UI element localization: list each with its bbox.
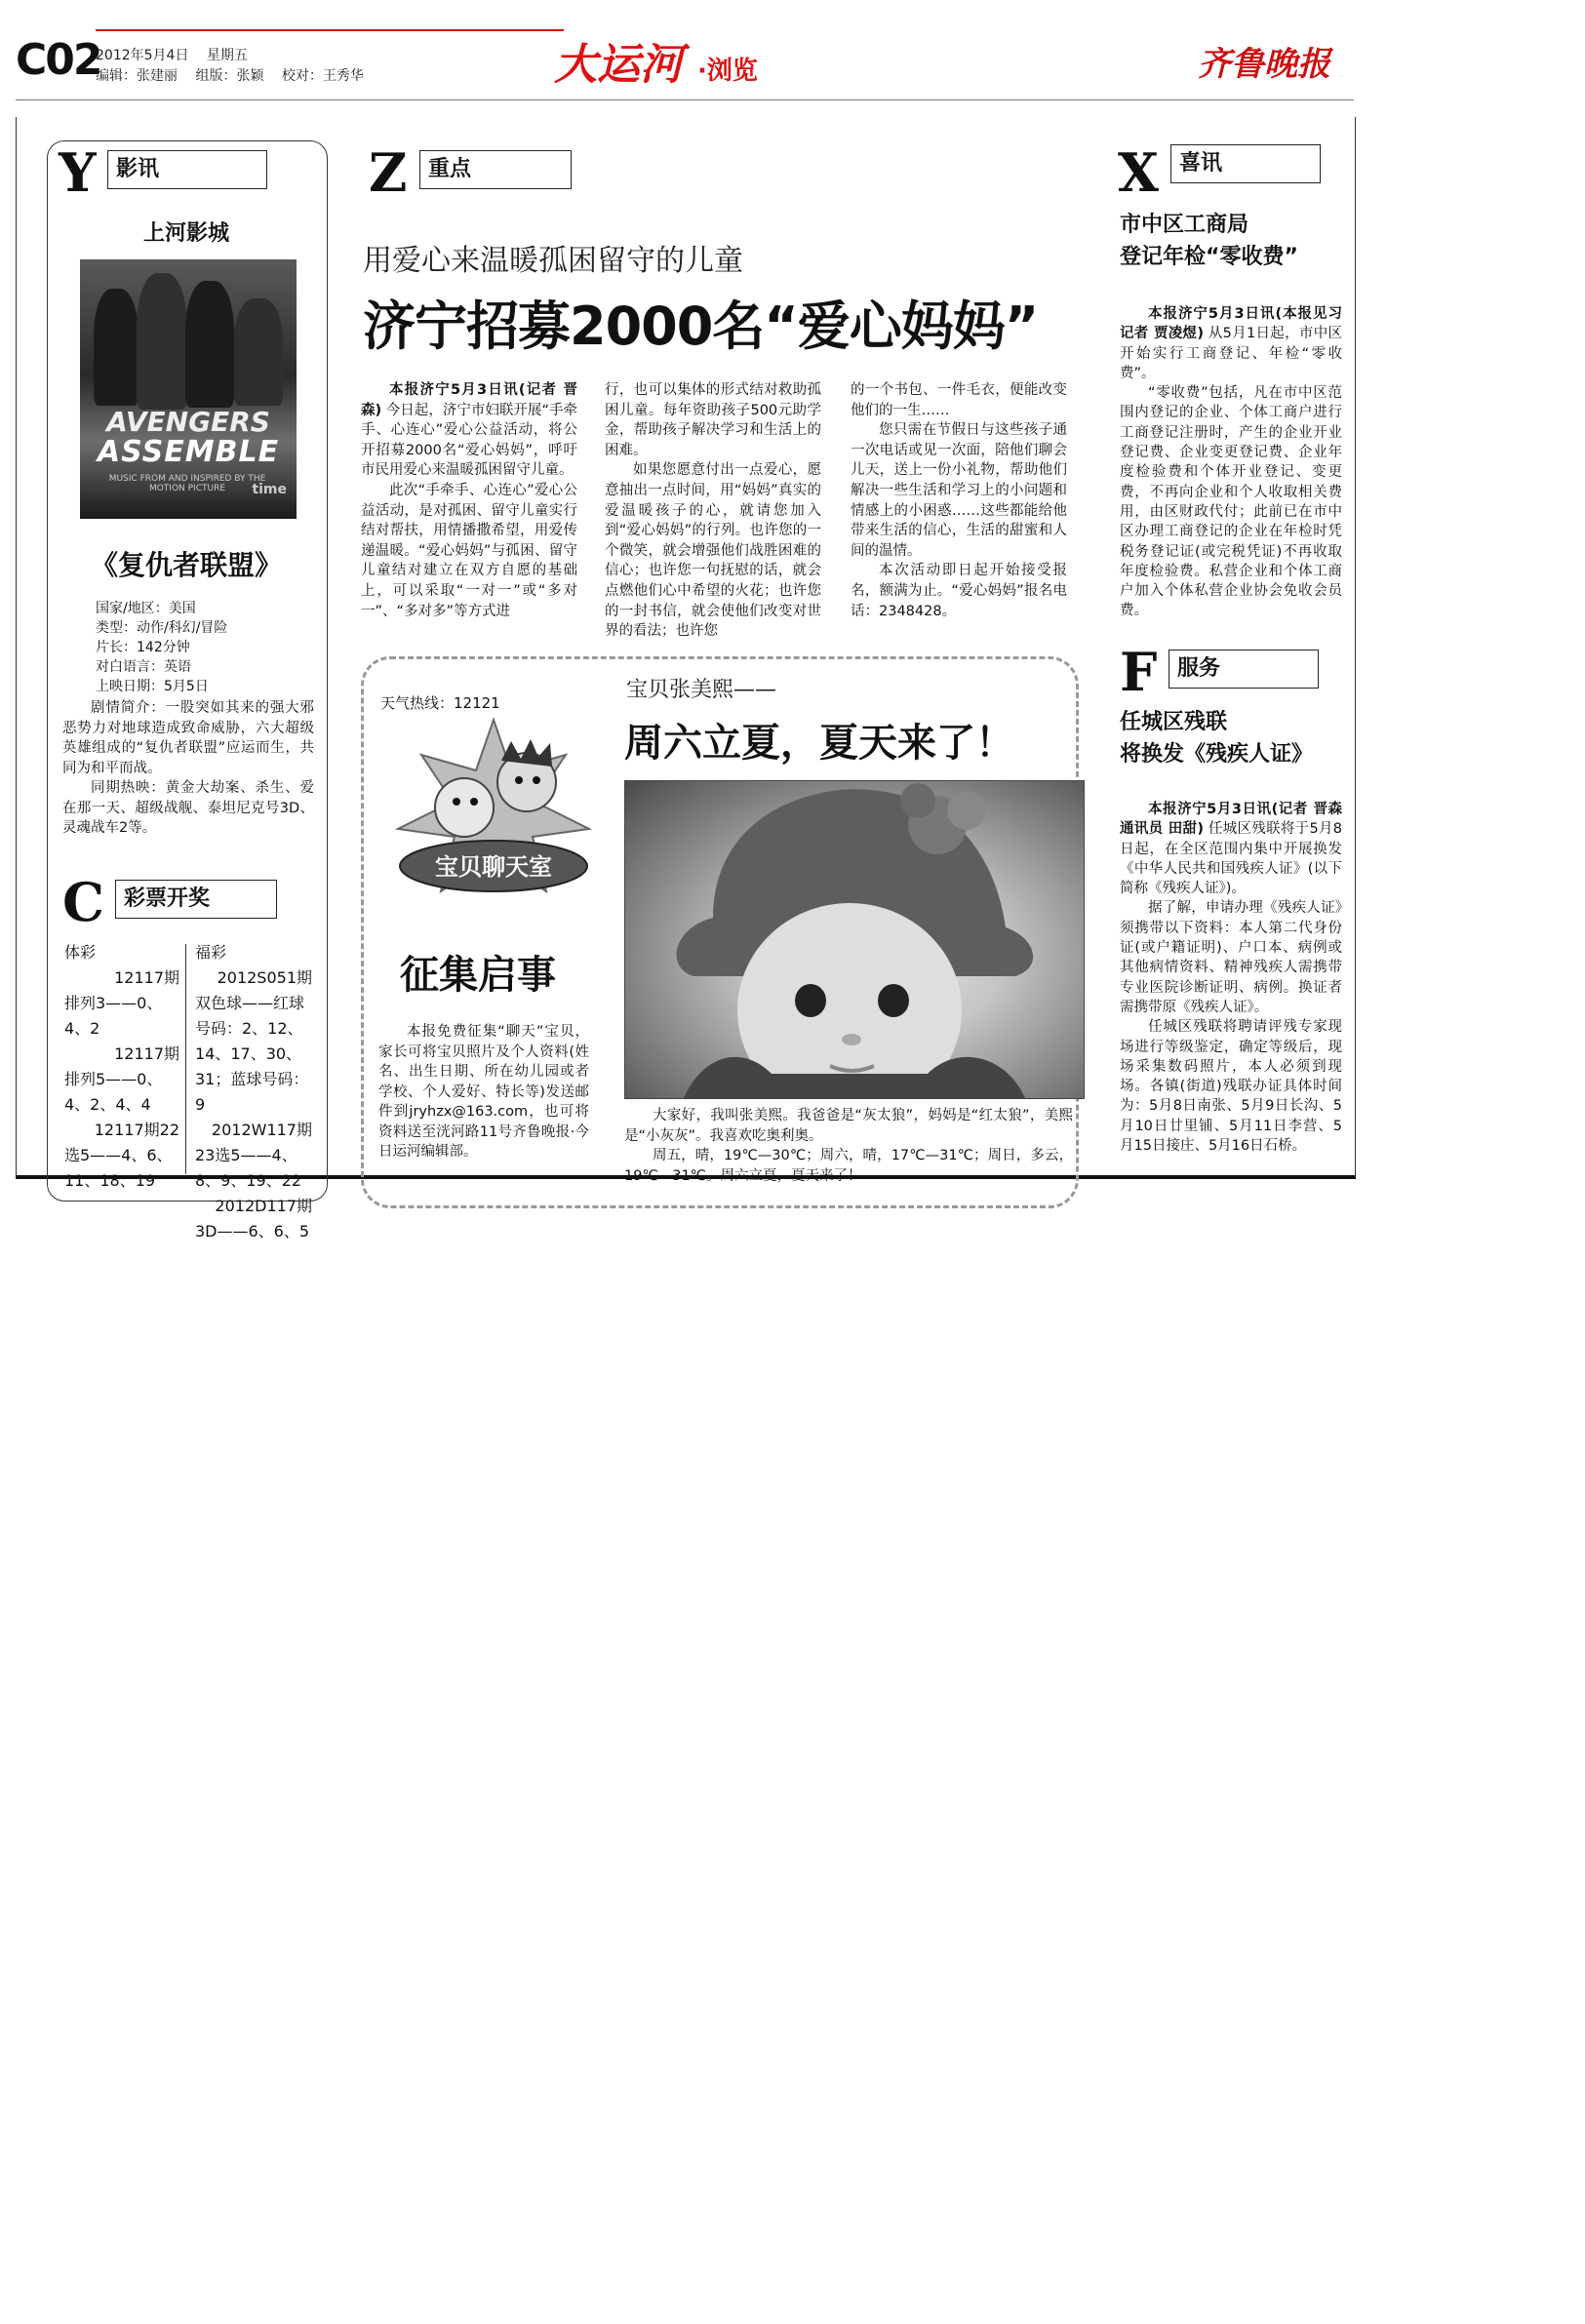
article-paragraph: 如果您愿意付出一点爱心，愿意抽出一点时间，用“妈妈”真实的爱温暖孩子的心，就请您加入到“爱心妈妈”的行列。也许您的一个微笑，就会增强他们战胜困难的信心；也许您一句抚慰的话，就会点燃他们心中希望的火花；也许您的一封书信，就会使他们改变对世界的看法；也许您 xyxy=(605,462,821,640)
section-brand-sub: ·浏览 xyxy=(697,57,758,86)
article-column-1 xyxy=(361,380,577,621)
newspaper-logo: 齐鲁晚报 xyxy=(1198,45,1330,84)
service-section-label: 服务 xyxy=(1169,650,1319,689)
lottery-welfare xyxy=(195,940,312,1244)
notice-text: 本报免费征集“聊天”宝贝，家长可将宝贝照片及个人资料(姓名、出生日期、所在幼儿园或者学校、个人爱好、特长等)发送邮件到jryhzx@163.com，也可将资料送至洸河路11号齐鲁晚报·今日运河编辑部。 xyxy=(378,1024,589,1160)
article-paragraph: 的一个书包、一件毛衣，便能改变他们的一生…… xyxy=(851,382,1067,418)
film-section-letter: Y xyxy=(59,141,97,204)
article-subhead: 用爱心来温暖孤困留守的儿童 xyxy=(363,244,743,278)
cinema-name: 上河影城 xyxy=(142,221,229,246)
baby-photo xyxy=(624,780,1085,1099)
headline-line: 登记年检“零收费” xyxy=(1120,245,1298,269)
article-column-2 xyxy=(605,380,821,642)
article-paragraph: 此次“手牵手、心连心”爱心公益活动，是对孤困、留守儿童实行结对帮扶，用情播撒希望，用爱传递温暖。“爱心妈妈”与孤困、留守儿童结对建立在双方自愿的基础上，可以采取“一对一”或“多对一”、“多对多”等方式进 xyxy=(361,482,577,619)
baby-chat-badge xyxy=(380,712,607,913)
service-headline xyxy=(1120,706,1344,770)
good-news-body xyxy=(1120,304,1342,621)
caption-paragraph: 周五，晴，19℃—30℃；周六，晴，17℃—31℃；周日，多云，19℃—31℃。周六立夏，夏天来了！ xyxy=(624,1148,1073,1184)
lottery-result: 3D——6、6、5 xyxy=(195,1222,310,1241)
movie-info-list xyxy=(96,599,320,696)
article-paragraph: 据了解，申请办理《残疾人证》须携带以下资料：本人第二代身份证(或户籍证明)、户口本、病例或其他病情资料、精神残疾人需携带专业医院诊断证明、病例。换证者需携带原《残疾人证》。 xyxy=(1120,900,1342,1015)
article-dateline: 本报济宁5月3日讯(记者 晋森) xyxy=(361,382,577,418)
film-section-label: 影讯 xyxy=(107,150,267,189)
focus-section-letter: Z xyxy=(369,141,408,204)
article-column-3 xyxy=(851,380,1067,621)
poster-subtitle: MUSIC FROM AND INSPIRED BY THE MOTION PICTURE xyxy=(108,474,266,493)
good-news-section-letter: X xyxy=(1118,141,1159,204)
baby-caption xyxy=(624,1106,1073,1186)
issue-weekday: 星期五 xyxy=(206,48,248,63)
article-dateline: 本报济宁5月3日讯(本报见习记者 贾凌煜) xyxy=(1120,306,1342,342)
lottery-divider xyxy=(185,944,186,1174)
article-paragraph: 本次活动即日起开始接受报名，额满为止。“爱心妈妈”报名电话：2348428。 xyxy=(851,563,1067,619)
lottery-result: 双色球——红球号码：2、12、14、17、30、31；蓝球号码：9 xyxy=(195,994,309,1114)
layout-credit: 组版：张颖 xyxy=(195,68,264,84)
focus-section-label: 重点 xyxy=(419,150,572,189)
header-rule xyxy=(16,99,1354,100)
notice-title: 征集启事 xyxy=(400,953,556,998)
headline-line: 任城区残联 xyxy=(1120,710,1228,734)
article-paragraph: 从5月1日起，市中区开始实行工商登记、年检“零收费”。 xyxy=(1120,326,1342,381)
baby-name-label: 宝贝张美熙—— xyxy=(626,678,777,702)
article-paragraph: 任城区残联将聘请评残专家现场进行等级鉴定，确定等级后，现场采集数码照片，本人必须到现场。各镇(街道)残联办证具体时间为：5月8日南张、5月9日长沟、5月10日廿里铺、5月11日李营、5月15日接庄、5月16日石桥。 xyxy=(1120,1019,1342,1155)
section-brand-logo: 大运河 xyxy=(554,40,683,90)
lottery-section-label: 彩票开奖 xyxy=(115,880,277,919)
lottery-result: 选5——4、6、11、18、19 xyxy=(64,1146,173,1190)
header-date-line xyxy=(96,45,261,64)
header-accent-line xyxy=(96,29,564,31)
lottery-issue: 12117期 xyxy=(114,1044,179,1063)
proof-credit: 校对：王秀华 xyxy=(281,68,364,84)
good-news-headline xyxy=(1120,209,1344,273)
article-paragraph: 您只需在节假日与这些孩子通一次电话或见一次面，陪他们聊会儿天，送上一份小礼物，帮助他们解决一些生活和学习上的小问题和情感上的小困惑……这些都能给他带来生活的信心，生活的甜蜜和人间的温情。 xyxy=(851,422,1067,559)
info-country: 国家/地区：美国 xyxy=(96,601,196,616)
also-showing: 同期热映：黄金大劫案、杀生、爱在那一天、超级战舰、泰坦尼克号3D、灵魂战车2等。 xyxy=(62,780,314,836)
headline-line: 将换发《残疾人证》 xyxy=(1120,742,1314,767)
lottery-sports-title: 体彩 xyxy=(64,943,97,962)
poster-title-2: ASSEMBLE xyxy=(97,435,280,469)
lottery-issue: 2012D117期 xyxy=(215,1197,312,1215)
article-paragraph: 任城区残联将于5月8日起，在全区范围内集中开展换发《中华人民共和国残疾人证》(以下简称《残疾人证》)。 xyxy=(1120,821,1342,897)
poster-logo: time xyxy=(252,482,287,497)
lottery-issue: 12117期22 xyxy=(94,1121,179,1139)
info-release: 上映日期：5月5日 xyxy=(96,679,209,694)
article-paragraph: 今日起，济宁市妇联开展“手牵手、心连心”爱心公益活动，将公开招募2000名“爱心妈妈”，呼吁市民用爱心来温暖孤困留守儿童。 xyxy=(361,402,577,479)
movie-poster xyxy=(80,259,297,519)
movie-title: 《复仇者联盟》 xyxy=(90,549,282,581)
baby-headline: 周六立夏，夏天来了！ xyxy=(624,721,1014,766)
header-staff-line xyxy=(96,65,377,85)
lottery-section-letter: C xyxy=(62,871,104,933)
article-paragraph: 行，也可以集体的形式结对救助孤困儿童。每年资助孩子500元助学金，帮助孩子解决学习和生活上的困难。 xyxy=(605,382,821,458)
lottery-result: 23选5——4、8、9、19、22 xyxy=(195,1146,302,1190)
movie-plot: 剧情简介：一股突如其来的强大邪恶势力对地球造成致命威胁，六大超级英雄组成的“复仇者联盟”应运而生，共同为和平而战。 xyxy=(62,700,314,776)
service-section-letter: F xyxy=(1120,641,1158,703)
badge-text: 宝贝聊天室 xyxy=(435,853,552,881)
lottery-issue: 2012W117期 xyxy=(211,1121,312,1139)
article-headline: 济宁招募2000名“爱心妈妈” xyxy=(363,295,1039,357)
weather-hotline: 天气热线：12121 xyxy=(380,694,500,712)
info-language: 对白语言：英语 xyxy=(96,659,191,675)
info-genre: 类型：动作/科幻/冒险 xyxy=(96,620,228,636)
article-paragraph: “零收费”包括，凡在市中区范围内登记的企业、个体工商户进行工商登记注册时，产生的企业开业登记费、企业变更登记费、企业年度检验费和个体开业登记、变更费，不再向企业和个人收取相关费用，由区财政代付；此前已在市中区办理工商登记的企业在年检时凭税务登记证(或完税凭证)不再收取年度检验费。私营企业和个体工商户加入个体私营企业协会免收会员费。 xyxy=(1120,385,1342,619)
caption-paragraph: 大家好，我叫张美熙。我爸爸是“灰太狼”，妈妈是“红太狼”，美熙是“小灰灰”。我喜欢吃奥利奥。 xyxy=(624,1108,1073,1144)
service-body xyxy=(1120,800,1342,1156)
lottery-sports xyxy=(64,940,179,1194)
article-dateline: 本报济宁5月3日讯(记者 晋森 通讯员 田甜) xyxy=(1120,802,1342,838)
headline-line: 市中区工商局 xyxy=(1120,213,1249,237)
lottery-result: 排列3——0、4、2 xyxy=(64,994,163,1038)
issue-date: 2012年5月4日 xyxy=(96,48,189,63)
good-news-section-label: 喜讯 xyxy=(1170,144,1321,183)
lottery-result: 排列5——0、4、2、4、4 xyxy=(64,1070,163,1114)
poster-title-1: AVENGERS xyxy=(106,406,270,438)
info-runtime: 片长：142分钟 xyxy=(96,640,190,655)
lottery-welfare-title: 福彩 xyxy=(195,943,227,962)
page-code: C02 xyxy=(16,35,101,85)
lottery-issue: 2012S051期 xyxy=(217,968,312,987)
editor-credit: 编辑：张建丽 xyxy=(96,68,178,84)
lottery-issue: 12117期 xyxy=(114,968,179,987)
